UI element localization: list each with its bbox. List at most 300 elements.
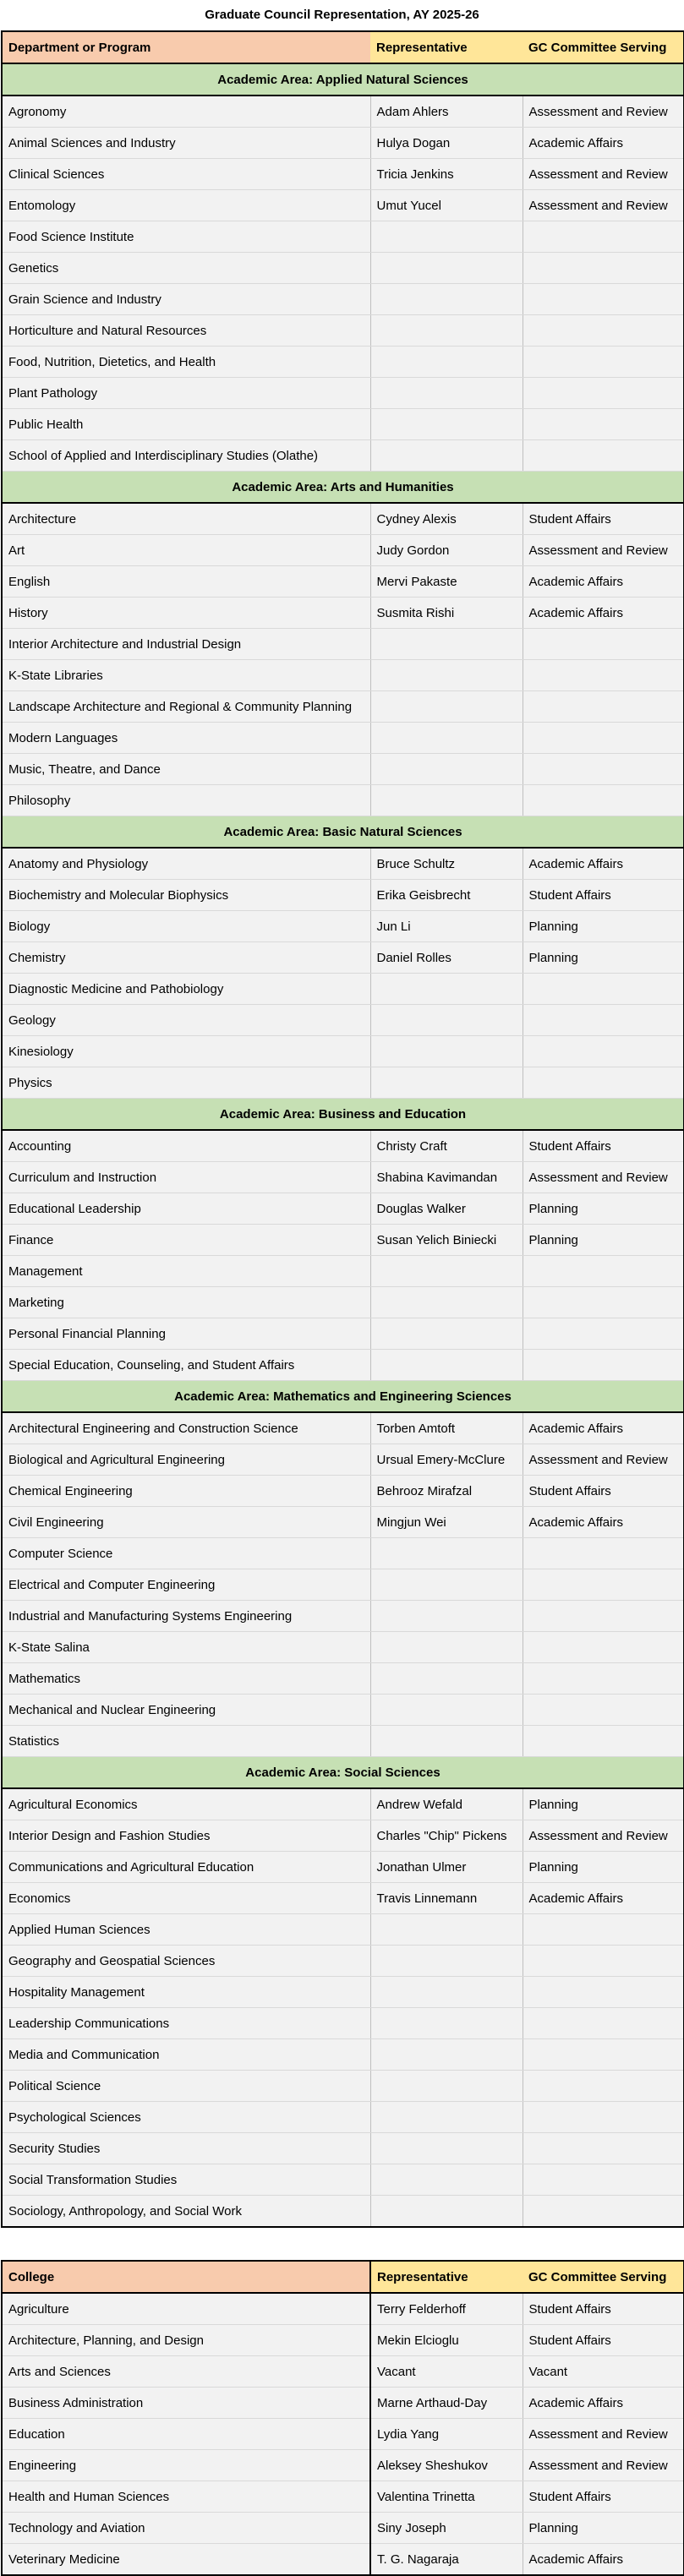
committee-cell[interactable]: Student Affairs: [523, 503, 684, 535]
department-cell[interactable]: Animal Sciences and Industry: [2, 128, 370, 159]
representative-cell[interactable]: [370, 440, 523, 472]
committee-cell[interactable]: [523, 2102, 684, 2133]
committee-cell[interactable]: [523, 2133, 684, 2164]
committee-cell[interactable]: [523, 2008, 684, 2039]
committee-cell[interactable]: Vacant: [523, 2356, 684, 2388]
committee-cell[interactable]: [523, 409, 684, 440]
department-cell[interactable]: Clinical Sciences: [2, 159, 370, 190]
header-committee[interactable]: GC Committee Serving: [523, 2261, 684, 2293]
committee-cell[interactable]: [523, 440, 684, 472]
committee-cell[interactable]: Assessment and Review: [523, 2450, 684, 2481]
committee-cell[interactable]: [523, 1318, 684, 1350]
department-cell[interactable]: Hospitality Management: [2, 1977, 370, 2008]
header-representative[interactable]: Representative: [370, 2261, 523, 2293]
representative-cell[interactable]: Shabina Kavimandan: [370, 1162, 523, 1193]
representative-cell[interactable]: [370, 1632, 523, 1663]
college-table-body: [2, 2261, 684, 2575]
representative-cell[interactable]: Daniel Rolles: [370, 942, 523, 974]
department-cell[interactable]: Art: [2, 535, 370, 566]
college-table: [1, 2260, 684, 2576]
committee-cell[interactable]: Planning: [523, 942, 684, 974]
representative-cell[interactable]: [370, 1067, 523, 1099]
table-row: [2, 1067, 684, 1099]
committee-cell[interactable]: [523, 974, 684, 1005]
department-cell[interactable]: Plant Pathology: [2, 378, 370, 409]
representative-cell[interactable]: [370, 2071, 523, 2102]
department-cell[interactable]: Interior Design and Fashion Studies: [2, 1820, 370, 1852]
table-row: [2, 1852, 684, 1883]
college-cell[interactable]: Architecture, Planning, and Design: [2, 2325, 370, 2356]
department-cell[interactable]: Geology: [2, 1005, 370, 1036]
department-cell[interactable]: Geography and Geospatial Sciences: [2, 1946, 370, 1977]
committee-cell[interactable]: Planning: [523, 1225, 684, 1256]
committee-cell[interactable]: [523, 1601, 684, 1632]
table-row: [2, 1162, 684, 1193]
representative-cell[interactable]: Torben Amtoft: [370, 1412, 523, 1444]
committee-cell[interactable]: Student Affairs: [523, 2325, 684, 2356]
table-row: [2, 378, 684, 409]
committee-cell[interactable]: [523, 253, 684, 284]
department-cell[interactable]: Finance: [2, 1225, 370, 1256]
table-row: [2, 2102, 684, 2133]
committee-cell[interactable]: Assessment and Review: [523, 2419, 684, 2450]
department-cell[interactable]: Anatomy and Physiology: [2, 848, 370, 880]
department-cell[interactable]: Architecture: [2, 503, 370, 535]
table-row: [2, 253, 684, 284]
committee-cell[interactable]: [523, 691, 684, 723]
committee-cell[interactable]: Academic Affairs: [523, 1412, 684, 1444]
table-row: [2, 1444, 684, 1476]
representative-cell[interactable]: [370, 253, 523, 284]
committee-cell[interactable]: Academic Affairs: [523, 1883, 684, 1914]
table-row: [2, 1225, 684, 1256]
academic-area-header: [2, 63, 684, 96]
representative-cell[interactable]: [370, 315, 523, 347]
table-row: [2, 691, 684, 723]
committee-cell[interactable]: Planning: [523, 1852, 684, 1883]
department-cell[interactable]: Agricultural Economics: [2, 1788, 370, 1820]
representative-cell[interactable]: [370, 378, 523, 409]
table-row: [2, 128, 684, 159]
committee-cell[interactable]: Assessment and Review: [523, 190, 684, 221]
representative-cell[interactable]: [370, 1946, 523, 1977]
table-row: [2, 1914, 684, 1946]
representative-cell[interactable]: Judy Gordon: [370, 535, 523, 566]
table-row: [2, 2513, 684, 2544]
department-cell[interactable]: Interior Architecture and Industrial Design: [2, 629, 370, 660]
table-row: [2, 1977, 684, 2008]
college-table-header: [2, 2261, 684, 2293]
department-cell[interactable]: Diagnostic Medicine and Pathobiology: [2, 974, 370, 1005]
committee-cell[interactable]: Academic Affairs: [523, 848, 684, 880]
committee-cell[interactable]: [523, 347, 684, 378]
table-row: [2, 2450, 684, 2481]
department-cell[interactable]: Accounting: [2, 1130, 370, 1162]
representative-cell[interactable]: Christy Craft: [370, 1130, 523, 1162]
table-row: [2, 535, 684, 566]
academic-area-header: [2, 1757, 684, 1789]
table-row: [2, 1632, 684, 1663]
table-row: [2, 2196, 684, 2228]
committee-cell[interactable]: [523, 1538, 684, 1569]
representative-cell[interactable]: [370, 221, 523, 253]
representative-cell[interactable]: Terry Felderhoff: [370, 2293, 523, 2325]
table-row: [2, 1036, 684, 1067]
table-row: [2, 1946, 684, 1977]
department-cell[interactable]: Economics: [2, 1883, 370, 1914]
department-cell[interactable]: Media and Communication: [2, 2039, 370, 2071]
committee-cell[interactable]: Planning: [523, 1193, 684, 1225]
department-cell[interactable]: Architectural Engineering and Construction Science: [2, 1412, 370, 1444]
department-cell[interactable]: Biochemistry and Molecular Biophysics: [2, 880, 370, 911]
program-table-header: [2, 31, 684, 63]
table-row: [2, 1538, 684, 1569]
table-row: [2, 409, 684, 440]
representative-cell[interactable]: Susan Yelich Biniecki: [370, 1225, 523, 1256]
department-cell[interactable]: Genetics: [2, 253, 370, 284]
representative-cell[interactable]: [370, 1695, 523, 1726]
committee-cell[interactable]: Student Affairs: [523, 1130, 684, 1162]
department-cell[interactable]: Entomology: [2, 190, 370, 221]
table-row: [2, 1883, 684, 1914]
table-row: [2, 1130, 684, 1162]
department-cell[interactable]: Marketing: [2, 1287, 370, 1318]
department-cell[interactable]: Leadership Communications: [2, 2008, 370, 2039]
committee-cell[interactable]: Academic Affairs: [523, 128, 684, 159]
department-cell[interactable]: Philosophy: [2, 785, 370, 816]
table-row: [2, 1287, 684, 1318]
committee-cell[interactable]: [523, 1287, 684, 1318]
committee-cell[interactable]: [523, 2164, 684, 2196]
representative-cell[interactable]: Aleksey Sheshukov: [370, 2450, 523, 2481]
representative-cell[interactable]: Hulya Dogan: [370, 128, 523, 159]
committee-cell[interactable]: Student Affairs: [523, 880, 684, 911]
table-row: [2, 2133, 684, 2164]
department-cell[interactable]: Sociology, Anthropology, and Social Work: [2, 2196, 370, 2228]
department-cell[interactable]: Industrial and Manufacturing Systems Engineering: [2, 1601, 370, 1632]
department-cell[interactable]: Chemical Engineering: [2, 1476, 370, 1507]
table-row: [2, 284, 684, 315]
committee-cell[interactable]: [523, 1663, 684, 1695]
representative-cell[interactable]: Jun Li: [370, 911, 523, 942]
department-cell[interactable]: History: [2, 598, 370, 629]
representative-cell[interactable]: Bruce Schultz: [370, 848, 523, 880]
representative-cell[interactable]: [370, 785, 523, 816]
committee-cell[interactable]: [523, 1632, 684, 1663]
representative-cell[interactable]: [370, 1350, 523, 1381]
table-row: [2, 1569, 684, 1601]
department-cell[interactable]: Chemistry: [2, 942, 370, 974]
representative-cell[interactable]: Ursual Emery-McClure: [370, 1444, 523, 1476]
department-cell[interactable]: English: [2, 566, 370, 598]
table-row: [2, 96, 684, 128]
committee-cell[interactable]: [523, 315, 684, 347]
college-cell[interactable]: Veterinary Medicine: [2, 2544, 370, 2576]
table-row: [2, 2481, 684, 2513]
program-table: [1, 30, 684, 2228]
representative-cell[interactable]: Mervi Pakaste: [370, 566, 523, 598]
representative-cell[interactable]: [370, 723, 523, 754]
representative-cell[interactable]: Cydney Alexis: [370, 503, 523, 535]
table-row: [2, 629, 684, 660]
committee-cell[interactable]: [523, 221, 684, 253]
table-row: [2, 660, 684, 691]
committee-cell[interactable]: [523, 1350, 684, 1381]
page-title: Graduate Council Representation, AY 2025-26: [205, 8, 479, 22]
department-cell[interactable]: Security Studies: [2, 2133, 370, 2164]
department-cell[interactable]: Food Science Institute: [2, 221, 370, 253]
representative-cell[interactable]: Travis Linnemann: [370, 1883, 523, 1914]
committee-cell[interactable]: Academic Affairs: [523, 1507, 684, 1538]
committee-cell[interactable]: [523, 1005, 684, 1036]
committee-cell[interactable]: [523, 378, 684, 409]
table-row: [2, 2544, 684, 2576]
department-cell[interactable]: K-State Libraries: [2, 660, 370, 691]
representative-cell[interactable]: Andrew Wefald: [370, 1788, 523, 1820]
department-cell[interactable]: Public Health: [2, 409, 370, 440]
department-cell[interactable]: Horticulture and Natural Resources: [2, 315, 370, 347]
header-college[interactable]: College: [2, 2261, 370, 2293]
representative-cell[interactable]: [370, 1601, 523, 1632]
academic-area-title[interactable]: Academic Area: Social Sciences: [2, 1757, 684, 1789]
committee-cell[interactable]: Planning: [523, 1788, 684, 1820]
table-row: [2, 754, 684, 785]
committee-cell[interactable]: [523, 1036, 684, 1067]
table-row: [2, 2325, 684, 2356]
representative-cell[interactable]: [370, 2039, 523, 2071]
representative-cell[interactable]: [370, 1726, 523, 1757]
program-table-body: [2, 31, 684, 2227]
committee-cell[interactable]: Student Affairs: [523, 2481, 684, 2513]
table-row: [2, 440, 684, 472]
representative-cell[interactable]: Adam Ahlers: [370, 96, 523, 128]
table-row: [2, 1005, 684, 1036]
representative-cell[interactable]: Jonathan Ulmer: [370, 1852, 523, 1883]
department-cell[interactable]: Educational Leadership: [2, 1193, 370, 1225]
department-cell[interactable]: Computer Science: [2, 1538, 370, 1569]
table-row: [2, 1350, 684, 1381]
department-cell[interactable]: Political Science: [2, 2071, 370, 2102]
table-row: [2, 2388, 684, 2419]
committee-cell[interactable]: Academic Affairs: [523, 566, 684, 598]
committee-cell[interactable]: Assessment and Review: [523, 96, 684, 128]
academic-area-title[interactable]: Academic Area: Applied Natural Sciences: [2, 63, 684, 96]
table-row: [2, 1476, 684, 1507]
table-row: [2, 503, 684, 535]
representative-cell[interactable]: [370, 347, 523, 378]
department-cell[interactable]: Mechanical and Nuclear Engineering: [2, 1695, 370, 1726]
department-cell[interactable]: Landscape Architecture and Regional & Community Planning: [2, 691, 370, 723]
table-row: [2, 1695, 684, 1726]
academic-area-header: [2, 472, 684, 504]
department-cell[interactable]: Agronomy: [2, 96, 370, 128]
table-row: [2, 221, 684, 253]
representative-cell[interactable]: Mekin Elcioglu: [370, 2325, 523, 2356]
department-cell[interactable]: Social Transformation Studies: [2, 2164, 370, 2196]
committee-cell[interactable]: Academic Affairs: [523, 2544, 684, 2576]
table-row: [2, 1820, 684, 1852]
representative-cell[interactable]: [370, 2008, 523, 2039]
representative-cell[interactable]: [370, 1914, 523, 1946]
committee-cell[interactable]: [523, 629, 684, 660]
committee-cell[interactable]: Assessment and Review: [523, 1820, 684, 1852]
representative-cell[interactable]: [370, 1256, 523, 1287]
committee-cell[interactable]: [523, 284, 684, 315]
representative-cell[interactable]: Vacant: [370, 2356, 523, 2388]
representative-cell[interactable]: Umut Yucel: [370, 190, 523, 221]
table-row: [2, 2071, 684, 2102]
committee-cell[interactable]: [523, 660, 684, 691]
representative-cell[interactable]: Erika Geisbrecht: [370, 880, 523, 911]
representative-cell[interactable]: T. G. Nagaraja: [370, 2544, 523, 2576]
department-cell[interactable]: Statistics: [2, 1726, 370, 1757]
department-cell[interactable]: K-State Salina: [2, 1632, 370, 1663]
table-row: [2, 1256, 684, 1287]
representative-cell[interactable]: [370, 1005, 523, 1036]
table-row: [2, 1788, 684, 1820]
committee-cell[interactable]: [523, 1569, 684, 1601]
table-row: [2, 2164, 684, 2196]
department-cell[interactable]: Personal Financial Planning: [2, 1318, 370, 1350]
table-row: [2, 942, 684, 974]
committee-cell[interactable]: [523, 1726, 684, 1757]
department-cell[interactable]: Biology: [2, 911, 370, 942]
representative-cell[interactable]: [370, 660, 523, 691]
academic-area-title[interactable]: Academic Area: Basic Natural Sciences: [2, 816, 684, 849]
representative-cell[interactable]: Lydia Yang: [370, 2419, 523, 2450]
committee-cell[interactable]: Student Affairs: [523, 2293, 684, 2325]
committee-cell[interactable]: [523, 754, 684, 785]
representative-cell[interactable]: [370, 1663, 523, 1695]
header-representative[interactable]: Representative: [370, 31, 523, 63]
department-cell[interactable]: Mathematics: [2, 1663, 370, 1695]
representative-cell[interactable]: Douglas Walker: [370, 1193, 523, 1225]
representative-cell[interactable]: Siny Joseph: [370, 2513, 523, 2544]
committee-cell[interactable]: [523, 2071, 684, 2102]
table-row: [2, 315, 684, 347]
committee-cell[interactable]: [523, 1946, 684, 1977]
department-cell[interactable]: Biological and Agricultural Engineering: [2, 1444, 370, 1476]
department-cell[interactable]: Psychological Sciences: [2, 2102, 370, 2133]
table-row: [2, 1507, 684, 1538]
representative-cell[interactable]: [370, 754, 523, 785]
representative-cell[interactable]: [370, 1287, 523, 1318]
representative-cell[interactable]: [370, 691, 523, 723]
table-row: [2, 1726, 684, 1757]
department-cell[interactable]: Grain Science and Industry: [2, 284, 370, 315]
department-cell[interactable]: Music, Theatre, and Dance: [2, 754, 370, 785]
representative-cell[interactable]: [370, 1318, 523, 1350]
representative-cell[interactable]: [370, 629, 523, 660]
academic-area-title[interactable]: Academic Area: Mathematics and Engineering Sciences: [2, 1381, 684, 1413]
academic-area-header: [2, 816, 684, 849]
representative-cell[interactable]: [370, 1036, 523, 1067]
representative-cell[interactable]: Tricia Jenkins: [370, 159, 523, 190]
department-cell[interactable]: Electrical and Computer Engineering: [2, 1569, 370, 1601]
department-cell[interactable]: School of Applied and Interdisciplinary Studies (Olathe): [2, 440, 370, 472]
college-cell[interactable]: Health and Human Sciences: [2, 2481, 370, 2513]
committee-cell[interactable]: [523, 1256, 684, 1287]
committee-cell[interactable]: Assessment and Review: [523, 1162, 684, 1193]
department-cell[interactable]: Management: [2, 1256, 370, 1287]
committee-cell[interactable]: [523, 2196, 684, 2228]
department-cell[interactable]: Civil Engineering: [2, 1507, 370, 1538]
representative-cell[interactable]: [370, 1977, 523, 2008]
committee-cell[interactable]: [523, 2039, 684, 2071]
representative-cell[interactable]: Susmita Rishi: [370, 598, 523, 629]
representative-cell[interactable]: [370, 2164, 523, 2196]
college-cell[interactable]: Education: [2, 2419, 370, 2450]
committee-cell[interactable]: [523, 1695, 684, 1726]
representative-cell[interactable]: Marne Arthaud-Day: [370, 2388, 523, 2419]
representative-cell[interactable]: [370, 2133, 523, 2164]
department-cell[interactable]: Communications and Agricultural Education: [2, 1852, 370, 1883]
table-row: [2, 598, 684, 629]
committee-cell[interactable]: Assessment and Review: [523, 535, 684, 566]
header-department[interactable]: Department or Program: [2, 31, 370, 63]
department-cell[interactable]: Applied Human Sciences: [2, 1914, 370, 1946]
committee-cell[interactable]: Planning: [523, 911, 684, 942]
academic-area-title[interactable]: Academic Area: Arts and Humanities: [2, 472, 684, 504]
department-cell[interactable]: Special Education, Counseling, and Student Affairs: [2, 1350, 370, 1381]
committee-cell[interactable]: Academic Affairs: [523, 2388, 684, 2419]
table-row: [2, 1663, 684, 1695]
committee-cell[interactable]: Planning: [523, 2513, 684, 2544]
representative-cell[interactable]: [370, 284, 523, 315]
table-row: [2, 190, 684, 221]
department-cell[interactable]: Physics: [2, 1067, 370, 1099]
department-cell[interactable]: Curriculum and Instruction: [2, 1162, 370, 1193]
college-cell[interactable]: Business Administration: [2, 2388, 370, 2419]
college-cell[interactable]: Engineering: [2, 2450, 370, 2481]
table-row: [2, 159, 684, 190]
representative-cell[interactable]: [370, 2102, 523, 2133]
committee-cell[interactable]: [523, 1067, 684, 1099]
table-row: [2, 2293, 684, 2325]
committee-cell[interactable]: [523, 723, 684, 754]
committee-cell[interactable]: Academic Affairs: [523, 598, 684, 629]
department-cell[interactable]: Food, Nutrition, Dietetics, and Health: [2, 347, 370, 378]
table-row: [2, 911, 684, 942]
representative-cell[interactable]: Mingjun Wei: [370, 1507, 523, 1538]
representative-cell[interactable]: [370, 2196, 523, 2228]
academic-area-title[interactable]: Academic Area: Business and Education: [2, 1099, 684, 1131]
representative-cell[interactable]: Valentina Trinetta: [370, 2481, 523, 2513]
representative-cell[interactable]: [370, 409, 523, 440]
committee-cell[interactable]: [523, 785, 684, 816]
committee-cell[interactable]: Student Affairs: [523, 1476, 684, 1507]
table-row: [2, 1412, 684, 1444]
department-cell[interactable]: Modern Languages: [2, 723, 370, 754]
representative-cell[interactable]: [370, 1538, 523, 1569]
header-committee[interactable]: GC Committee Serving: [523, 31, 684, 63]
committee-cell[interactable]: Assessment and Review: [523, 1444, 684, 1476]
table-row: [2, 566, 684, 598]
college-cell[interactable]: Agriculture: [2, 2293, 370, 2325]
representative-cell[interactable]: Charles "Chip" Pickens: [370, 1820, 523, 1852]
college-cell[interactable]: Arts and Sciences: [2, 2356, 370, 2388]
representative-cell[interactable]: Behrooz Mirafzal: [370, 1476, 523, 1507]
department-cell[interactable]: Kinesiology: [2, 1036, 370, 1067]
representative-cell[interactable]: [370, 974, 523, 1005]
committee-cell[interactable]: [523, 1977, 684, 2008]
college-cell[interactable]: Technology and Aviation: [2, 2513, 370, 2544]
representative-cell[interactable]: [370, 1569, 523, 1601]
table-row: [2, 2356, 684, 2388]
committee-cell[interactable]: [523, 1914, 684, 1946]
committee-cell[interactable]: Assessment and Review: [523, 159, 684, 190]
table-row: [2, 1318, 684, 1350]
